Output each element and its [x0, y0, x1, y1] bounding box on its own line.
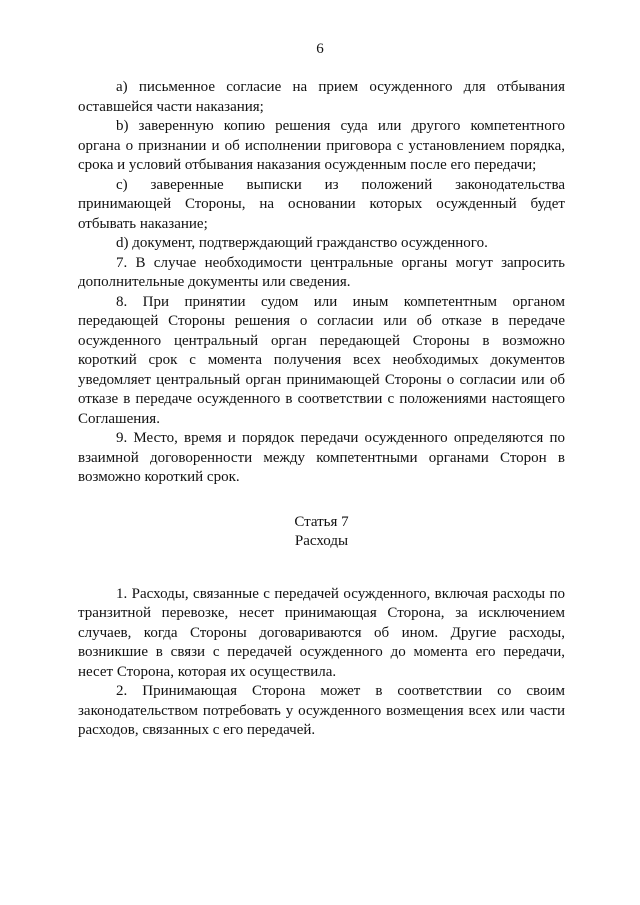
article-number: Статья 7 [294, 513, 349, 530]
document-body [78, 78, 565, 741]
list-item-c: c) заверенные выписки из положений законодательства принимающей Стороны, на основании которых осужденный будет отбывать наказание; [78, 176, 565, 232]
article-title: Расходы [294, 533, 349, 549]
paragraph-9: 9. Место, время и порядок передачи осужденного определяются по взаимной договоренности между компетентными органами Сторон в возможно короткий срок. [78, 430, 565, 485]
article-heading [78, 513, 565, 552]
list-item-d: d) документ, подтверждающий гражданство осужденного. [116, 235, 488, 251]
list-item-a: a) письменное согласие на прием осужденного для отбывания оставшейся части наказания; [78, 79, 565, 115]
list-item-b: b) заверенную копию решения суда или другого компетентного органа о признании и об исполнении приговора с установлением порядка, срока и условий отбывания наказания осужденным после его передачи; [78, 118, 565, 173]
article-paragraph-1: 1. Расходы, связанные с передачей осужденного, включая расходы по транзитной перевозке, несет принимающая Сторона, за исключением случаев, когда Стороны договариваются об ином. Другие расходы, возникшие в связи с передачей осужденного до момента его передачи, несет Сторона, которая их осуществила. [78, 585, 565, 680]
paragraph-7: 7. В случае необходимости центральные органы могут запросить дополнительные документы или сведения. [78, 254, 565, 290]
article-paragraph-2: 2. Принимающая Сторона может в соответствии со своим законодательством потребовать у осужденного возмещения всех или части расходов, связанных с его передачей. [78, 683, 565, 738]
page-number: 6 [316, 41, 324, 57]
paragraph-8: 8. При принятии судом или иным компетентным органом передающей Стороны решения о согласии или об отказе в передаче осужденного центральный орган передающей Стороны в возможно короткий срок с момента получения всех необходимых документов уведомляет центральный орган принимающей Стороны о согласии или об отказе в передаче осужденного в соответствии с положениями настоящего Соглашения. [78, 293, 565, 427]
